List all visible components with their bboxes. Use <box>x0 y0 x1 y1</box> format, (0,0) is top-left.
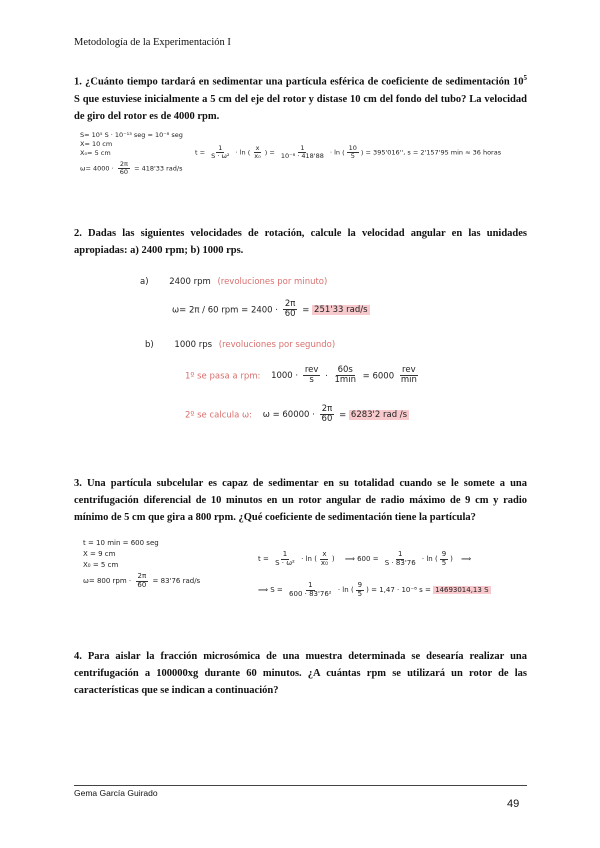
question-3: 3. Una partícula subcelular es capaz de sedimentar en su totalidad cuando se le somete a una centrifugación diferencial de 10 minutos en un rotor angular de radio máximo de 9 cm y radio mínimo de 5 cm que gira a 800 rpm. ¿Qué coeficiente de sedimentación tiene la partícula? <box>74 478 527 523</box>
q1-text-a: 1. ¿Cuánto tiempo tardará en sedimentar una partícula esférica de coeficiente de sedimentación 10 <box>74 76 524 88</box>
q1-formula: t = $\frac{1}{\text{S · ω²}}$ · ln ( $\frac{x}{\text{x₀}}$ ) = $\frac{1}{\text{10⁻⁸ · 418'88}}$ · ln ( $\frac{10}{5}$ ) = 395'016'', s = 2'157'95 min ≈ 36 horas <box>195 144 502 161</box>
q3-formula-2: ⟹ S = $\frac{1}{\text{600 · 83'76²}}$ · ln ( $\frac{9}{5}$ ) = 1,47 · 10⁻⁸ s = 14693014,13 S <box>258 581 489 598</box>
footer-divider <box>74 785 527 786</box>
q3-data-block: t = 10 min = 600 seg X = 9 cm X₀ = 5 cm ω= 800 rpm · $\frac{2\pi}{60}$ = 83'76 rad/s <box>83 539 201 589</box>
footer-author: Gema García Guirado <box>74 788 158 798</box>
q2-a-result: 251'33 rad/s <box>314 305 368 316</box>
q1-text-b: S que estuviese inicialmente a 5 cm del eje del rotor y distase 10 cm del fondo del tubo? La velocidad de giro del rotor es de 4000 rpm. <box>74 93 527 122</box>
q2-b-step2: 2º se calcula ω: ω = 60000 · $\frac{2\pi}{60}$ = 6283'2 rad /s <box>185 404 408 425</box>
q2-a-line: a) 2400 rpm (revoluciones por minuto) <box>140 277 328 287</box>
q2-b-result: 6283'2 rad /s <box>350 410 408 421</box>
q3-result: 14693014,13 S <box>435 586 489 595</box>
q1-data-line: X₀= 5 cm <box>80 149 111 157</box>
q1-omega-fraction: $\frac{2\pi}{60}$ <box>119 160 128 177</box>
q2-b-step1: 1º se pasa a rpm: 1000 · $\frac{\text{rev}}{s}$ · $\frac{60s}{1\min}$ = 6000 $\frac{\text{rev}}{\min}$ <box>185 365 417 386</box>
question-1 <box>74 70 527 125</box>
q1-superscript: 5 <box>523 74 527 82</box>
page-number: 49 <box>507 798 520 810</box>
q1-omega: ω= 4000 · $\frac{2\pi}{60}$ = 418'33 rad/s <box>80 160 183 177</box>
q1-result: = 395'016'', s = 2'157'95 min ≈ 36 horas <box>365 148 502 157</box>
question-4: 4. Para aislar la fracción microsómica de una muestra determinada se desearía realizar una centrifugación a 100000xg durante 60 minutos. ¿A cuántas rpm se utilizará un rotor de las características que se indican a continuación? <box>74 651 527 696</box>
q2-b-line: b) 1000 rps (revoluciones por segundo) <box>145 340 336 350</box>
q1-data-block <box>80 131 183 176</box>
page-header: Metodología de la Experimentación I <box>74 37 231 48</box>
q1-data-line: S= 10⁵ S · 10⁻¹³ seg = 10⁻⁸ seg <box>80 131 183 139</box>
q2-a-formula: ω= 2π / 60 rpm = 2400 · $\frac{2\pi}{60}$ = 251'33 rad/s <box>172 299 368 320</box>
q1-data-line: X= 10 cm <box>80 140 113 148</box>
question-2: 2. Dadas las siguientes velocidades de rotación, calcule la velocidad angular en las unidades apropiadas: a) 2400 rpm; b) 1000 rps. <box>74 228 527 256</box>
q3-formula-1: t = $\frac{1}{\text{S · ω²}}$ · ln ( $\frac{x}{\text{x₀}}$ ) ⟹ 600 = $\frac{1}{S \cdot 83'76}$ · ln ( $\frac{9}{5}$ ) ⟹ <box>258 550 472 567</box>
